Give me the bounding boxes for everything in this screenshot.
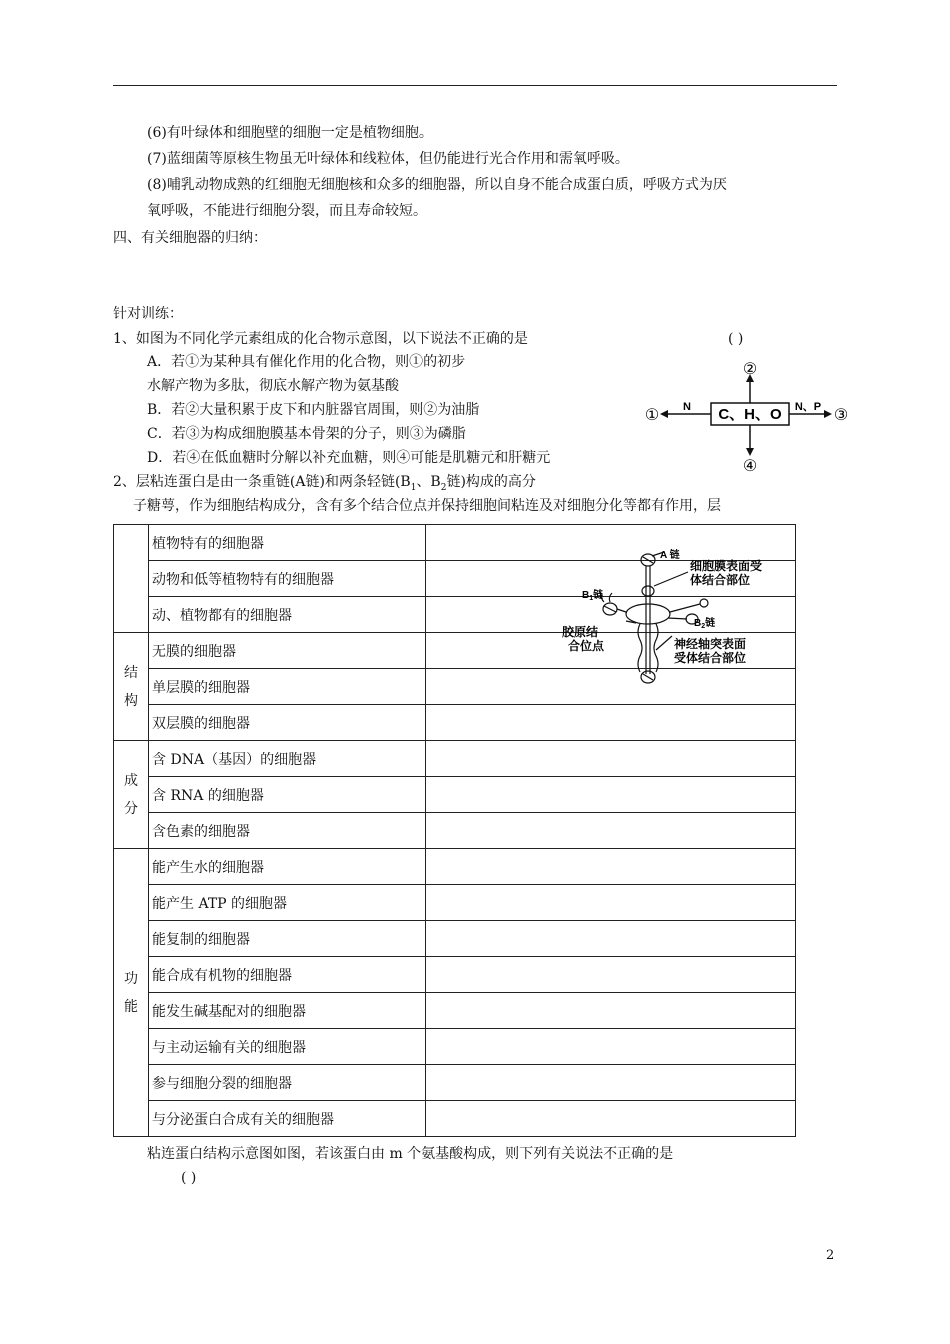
table-item: 能复制的细胞器	[149, 921, 426, 957]
table-item: 参与细胞分裂的细胞器	[149, 1065, 426, 1101]
compound-3-label: ③	[833, 405, 849, 424]
point-8-line1: (8)哺乳动物成熟的红细胞无细胞核和众多的细胞器，所以自身不能合成蛋白质，呼吸方式为厌	[147, 177, 727, 193]
collagen-site-label-2: 合位点	[568, 639, 605, 653]
table-item: 含 RNA 的细胞器	[149, 777, 426, 813]
answer-cell[interactable]	[426, 1029, 796, 1065]
question-1-option-b: B．若②大量积累于皮下和内脏器官周围，则②为油脂	[147, 402, 480, 418]
table-item: 含 DNA（基因）的细胞器	[149, 741, 426, 777]
question-2-line3: 粘连蛋白结构示意图如图，若该蛋白由 m 个氨基酸构成，则下列有关说法不正确的是	[147, 1146, 674, 1162]
table-item: 与主动运输有关的细胞器	[149, 1029, 426, 1065]
compound-1-label: ①	[644, 405, 660, 424]
question-1-answer-paren: ( )	[728, 331, 744, 347]
collagen-site-label-1: 胶原结	[562, 625, 599, 639]
element-composition-diagram	[640, 356, 852, 476]
category-cell-structure: 结构	[114, 633, 149, 741]
answer-cell[interactable]	[426, 1101, 796, 1137]
table-item: 无膜的细胞器	[149, 633, 426, 669]
table-item: 能发生碱基配对的细胞器	[149, 993, 426, 1029]
question-1-stem: 1、如图为不同化学元素组成的化合物示意图，以下说法不正确的是	[113, 331, 528, 347]
question-1-option-c: C．若③为构成细胞膜基本骨架的分子，则③为磷脂	[147, 426, 466, 442]
table-item: 动物和低等植物特有的细胞器	[149, 561, 426, 597]
question-1-option-d: D．若④在低血糖时分解以补充血糖，则④可能是肌糖元和肝糖元	[147, 450, 551, 466]
table-item: 能产生 ATP 的细胞器	[149, 885, 426, 921]
membrane-receptor-label-1: 细胞膜表面受	[690, 559, 763, 573]
neuron-receptor-label-1: 神经轴突表面	[674, 637, 747, 651]
b1-chain-label: $B_1$链	[582, 590, 604, 602]
table-row	[114, 813, 796, 849]
a-chain-label: A 链	[660, 550, 680, 561]
answer-cell[interactable]	[426, 813, 796, 849]
point-8-line2: 氧呼吸，不能进行细胞分裂，而且寿命较短。	[147, 203, 427, 219]
answer-cell[interactable]	[426, 777, 796, 813]
table-item: 能合成有机物的细胞器	[149, 957, 426, 993]
answer-cell[interactable]	[426, 885, 796, 921]
answer-cell[interactable]	[426, 993, 796, 1029]
answer-cell[interactable]	[426, 921, 796, 957]
table-row	[114, 849, 796, 885]
table-row	[114, 1029, 796, 1065]
question-2-answer-paren: ( )	[181, 1170, 197, 1186]
answer-cell[interactable]	[426, 957, 796, 993]
table-row	[114, 1101, 796, 1137]
neuron-receptor-label-2: 受体结合部位	[674, 651, 747, 665]
table-item: 双层膜的细胞器	[149, 705, 426, 741]
practice-heading: 针对训练：	[113, 306, 183, 322]
table-item: 能产生水的细胞器	[149, 849, 426, 885]
compound-4-label: ④	[742, 456, 758, 475]
question-1-option-a-line1: A．若①为某种具有催化作用的化合物，则①的初步	[147, 354, 466, 370]
answer-cell[interactable]	[426, 1065, 796, 1101]
answer-cell[interactable]	[426, 705, 796, 741]
table-item: 与分泌蛋白合成有关的细胞器	[149, 1101, 426, 1137]
nitrogen-phosphorus-label: N、P	[794, 401, 822, 413]
table-row	[114, 777, 796, 813]
table-item: 含色素的细胞器	[149, 813, 426, 849]
header-rule	[113, 85, 837, 86]
laminin-structure-diagram	[560, 546, 810, 688]
question-2-line2: 子糖萼，作为细胞结构成分，含有多个结合位点并保持细胞间粘连及对细胞分化等都有作用，层	[133, 498, 721, 514]
category-cell-function: 功能	[114, 849, 149, 1137]
point-6: (6)有叶绿体和细胞壁的细胞一定是植物细胞。	[147, 125, 433, 141]
table-item: 单层膜的细胞器	[149, 669, 426, 705]
membrane-receptor-label-2: 体结合部位	[690, 573, 751, 587]
question-2-line1: 2、层粘连蛋白是由一条重链(A链)和两条轻链($B_1$、$B_2$链)构成的高分	[113, 474, 536, 493]
compound-2-label: ②	[742, 359, 758, 378]
question-1-option-a-line2: 水解产物为多肽，彻底水解产物为氨基酸	[147, 378, 399, 394]
point-7: (7)蓝细菌等原核生物虽无叶绿体和线粒体，但仍能进行光合作用和需氧呼吸。	[147, 151, 629, 167]
b2-chain-label: $B_2$链	[694, 618, 716, 630]
table-item: 动、植物都有的细胞器	[149, 597, 426, 633]
section-4-heading: 四、有关细胞器的归纳：	[113, 230, 267, 246]
category-cell-unnamed	[114, 525, 149, 633]
table-row	[114, 1065, 796, 1101]
table-row	[114, 957, 796, 993]
answer-cell[interactable]	[426, 741, 796, 777]
page-number: 2	[826, 1248, 835, 1263]
table-row	[114, 741, 796, 777]
table-row	[114, 885, 796, 921]
center-elements: C、H、O	[718, 406, 782, 423]
table-row	[114, 993, 796, 1029]
table-row	[114, 921, 796, 957]
answer-cell[interactable]	[426, 849, 796, 885]
table-row	[114, 705, 796, 741]
category-cell-composition: 成分	[114, 741, 149, 849]
table-item: 植物特有的细胞器	[149, 525, 426, 561]
nitrogen-label: N	[683, 401, 691, 413]
